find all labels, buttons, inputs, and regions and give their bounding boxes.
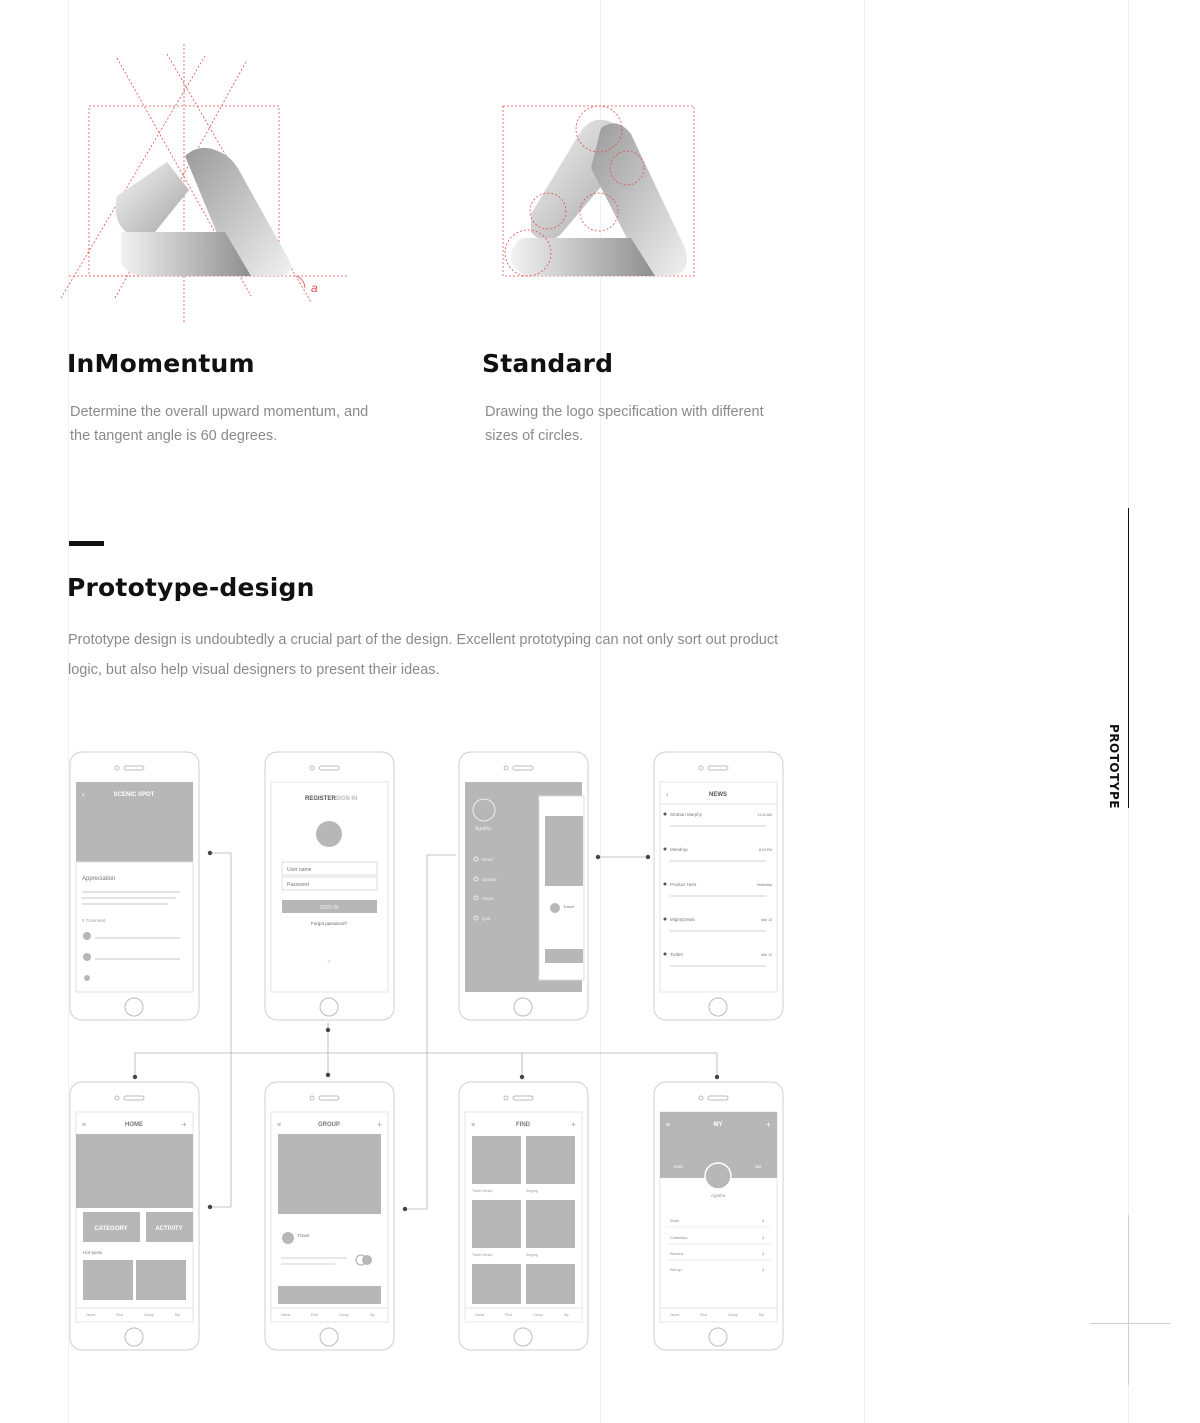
svg-text:SIGN IN: SIGN IN	[319, 905, 339, 911]
svg-text:Collection: Collection	[670, 1235, 688, 1240]
svg-text:Set up: Set up	[670, 1267, 682, 1272]
svg-text:My: My	[370, 1313, 375, 1317]
wireframe-flow	[60, 740, 800, 1360]
svg-text:Stratton Murphy: Stratton Murphy	[670, 812, 703, 817]
svg-text:Find: Find	[700, 1313, 707, 1317]
svg-text:News: News	[482, 857, 494, 862]
svg-text:Forgot password?: Forgot password?	[310, 921, 348, 926]
svg-text:About: About	[482, 896, 494, 901]
standard-description: Drawing the logo specification with different sizes of circles.	[485, 404, 764, 444]
svg-text:Agatha: Agatha	[475, 826, 491, 832]
svg-text:Mar 12: Mar 12	[761, 953, 772, 957]
svg-text:My: My	[564, 1313, 569, 1317]
side-section-label: PROTOTYPE	[1107, 724, 1121, 809]
svg-text:Group: Group	[144, 1313, 154, 1317]
svg-text:≡: ≡	[277, 1122, 282, 1129]
svg-text:+: +	[182, 1120, 187, 1129]
cross-mark-h	[1090, 1323, 1170, 1324]
svg-text:Appreciation: Appreciation	[82, 876, 116, 882]
svg-text:Update: Update	[482, 877, 497, 882]
svg-text:Home: Home	[475, 1313, 485, 1317]
svg-text:SCENIC SPOT: SCENIC SPOT	[113, 792, 155, 798]
svg-text:4098: 4098	[673, 1164, 683, 1169]
svg-text:Find: Find	[116, 1313, 123, 1317]
svg-text:+: +	[571, 1120, 576, 1129]
svg-text:Travel: Travel	[563, 904, 574, 909]
svg-text:Travel Group: Travel Group	[472, 1253, 493, 1257]
svg-text:Hot spots: Hot spots	[83, 1250, 103, 1255]
svg-text:Home: Home	[281, 1313, 291, 1317]
svg-text:CATEGORY: CATEGORY	[94, 1226, 128, 1232]
logo-standard-construction	[495, 98, 705, 288]
svg-text:# Comment: # Comment	[82, 918, 106, 923]
svg-text:+: +	[377, 1120, 382, 1129]
svg-text:›: ›	[762, 1251, 765, 1258]
svg-text:›: ›	[762, 1218, 765, 1225]
svg-text:User name: User name	[287, 867, 312, 873]
logo-momentum-construction	[55, 40, 355, 330]
svg-text:≡: ≡	[471, 1122, 476, 1129]
svg-text:Quit: Quit	[482, 916, 491, 921]
svg-text:389: 389	[754, 1164, 762, 1169]
svg-text:FIND: FIND	[516, 1122, 530, 1128]
phone-home	[70, 1082, 199, 1350]
svg-text:SIGN IN: SIGN IN	[335, 796, 358, 802]
svg-text:HOME: HOME	[125, 1122, 143, 1128]
svg-text:Yesterday: Yesterday	[756, 883, 772, 887]
angle-label: a	[311, 281, 318, 295]
svg-text:›: ›	[762, 1235, 765, 1242]
guide-line	[864, 0, 865, 1423]
svg-text:Home: Home	[670, 1313, 680, 1317]
svg-text:Travel Group: Travel Group	[472, 1189, 493, 1193]
phone-find	[459, 1082, 588, 1350]
phone-scenic-spot	[70, 752, 199, 1020]
svg-text:Group: Group	[339, 1313, 349, 1317]
svg-text:My: My	[175, 1313, 180, 1317]
connectors	[135, 853, 717, 1209]
svg-text:Product Hunt: Product Hunt	[670, 882, 697, 887]
svg-text:11:41 AM: 11:41 AM	[757, 813, 772, 817]
svg-text:›: ›	[762, 1267, 765, 1274]
svg-text:NEWS: NEWS	[709, 792, 727, 798]
svg-text:8:23 PM: 8:23 PM	[758, 848, 772, 852]
svg-text:+: +	[766, 1120, 771, 1129]
momentum-description: Determine the overall upward momentum, and the tangent angle is 60 degrees.	[70, 404, 369, 444]
svg-text:Find: Find	[505, 1313, 512, 1317]
svg-text:Find: Find	[311, 1313, 318, 1317]
svg-text:MightyDeals: MightyDeals	[670, 917, 695, 922]
section-marker	[69, 541, 104, 546]
phone-group	[265, 1082, 394, 1350]
svg-text:Meedrop: Meedrop	[670, 847, 688, 852]
svg-text:Agatha: Agatha	[710, 1193, 726, 1198]
prototype-title: Prototype-design	[67, 573, 315, 602]
phone-my	[654, 1082, 783, 1350]
momentum-title: InMomentum	[67, 349, 255, 378]
svg-text:Twitter: Twitter	[670, 952, 684, 957]
svg-text:GROUP: GROUP	[317, 1122, 341, 1128]
svg-text:ACTIVITY: ACTIVITY	[155, 1226, 183, 1232]
svg-text:Travel: Travel	[297, 1233, 310, 1238]
svg-text:≡: ≡	[82, 1122, 87, 1129]
svg-text:Singing: Singing	[526, 1189, 538, 1193]
phone-news	[654, 752, 783, 1020]
svg-text:Mar 13: Mar 13	[761, 918, 772, 922]
svg-text:Group: Group	[728, 1313, 738, 1317]
svg-text:Work: Work	[670, 1218, 680, 1223]
phone-side-menu	[459, 752, 588, 1020]
svg-text:≡: ≡	[666, 1122, 671, 1129]
svg-text:MY: MY	[713, 1122, 723, 1128]
side-rule	[1128, 508, 1129, 808]
standard-title: Standard	[482, 349, 614, 378]
svg-text:Record: Record	[670, 1251, 683, 1256]
prototype-description: Prototype design is undoubtedly a crucial part of the design. Excellent prototyping can not only sort out product logic, but also help visual designers to present their ideas.	[68, 632, 779, 678]
svg-text:Home: Home	[86, 1313, 96, 1317]
phone-register	[265, 752, 394, 1020]
svg-text:Group: Group	[533, 1313, 543, 1317]
svg-text:My: My	[759, 1313, 764, 1317]
svg-text:‹: ‹	[666, 790, 669, 799]
svg-text:Singing: Singing	[526, 1253, 538, 1257]
svg-text:×: ×	[326, 959, 332, 966]
svg-text:REGISTER: REGISTER	[305, 796, 336, 802]
svg-text:‹: ‹	[82, 790, 85, 799]
svg-text:Password: Password	[287, 882, 309, 888]
cross-mark-v	[1128, 1215, 1129, 1385]
